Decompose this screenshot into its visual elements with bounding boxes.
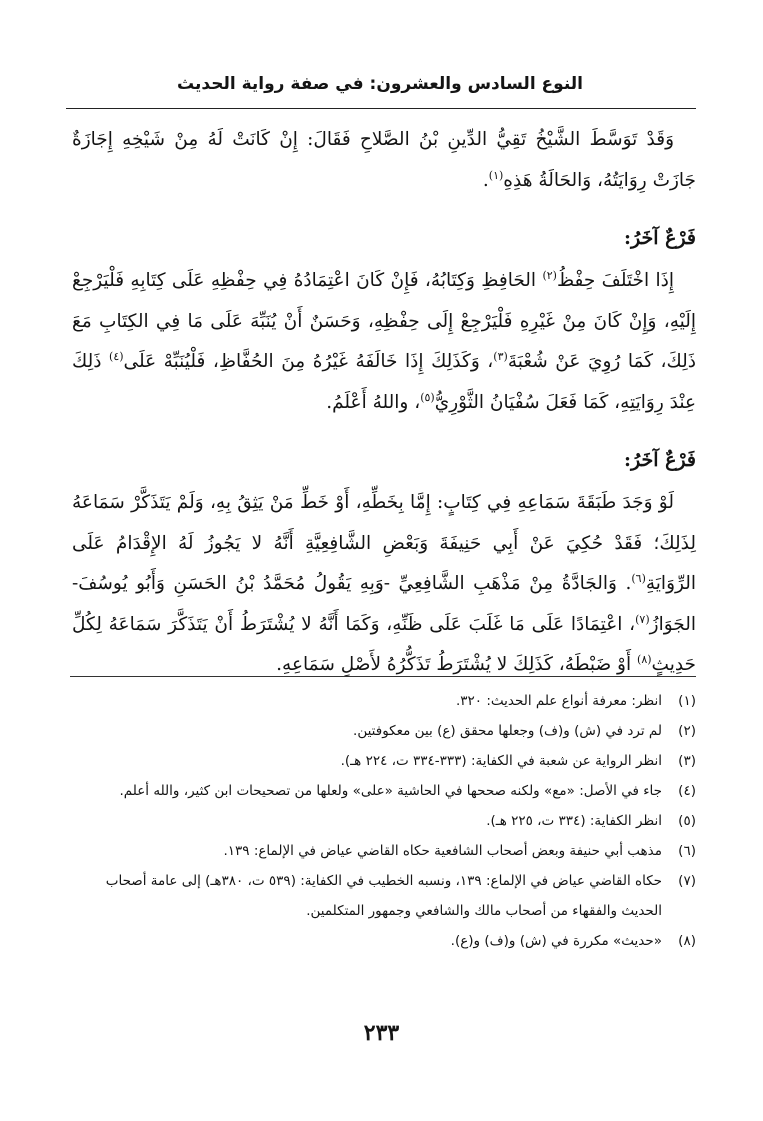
footnote bbox=[72, 776, 696, 806]
running-header: النوع السادس والعشرون: في صفة رواية الحديث bbox=[177, 74, 583, 94]
footnote-number: (٢) bbox=[678, 723, 696, 739]
footnote-number: (٦) bbox=[678, 843, 696, 859]
footnote-text: انظر الكفاية: (٣٣٤ ت، ٢٢٥ هـ). bbox=[486, 813, 662, 829]
footnote bbox=[72, 686, 696, 716]
footnote-number: (٥) bbox=[678, 813, 696, 829]
header-divider bbox=[66, 108, 696, 109]
footnote-ref[interactable]: (٣) bbox=[493, 350, 508, 363]
footnote-text: انظر الرواية عن شعبة في الكفاية: (٣٣٣-٣٣٤ ت، ٢٢٤ هـ). bbox=[340, 753, 662, 769]
footnote bbox=[72, 716, 696, 746]
paragraph-section-1: إِذَا اخْتَلَفَ حِفْظُ$^{(٢)}$ الحَافِظِ وَكِتَابُهُ، فَإِنْ كَانَ اعْتِمَادُهُ فِي حِفْظِهِ عَلَى كِتَابِهِ فَلْيَرْجِعْ إِلَيْهِ، وَإِنْ كَانَ مِنْ غَيْرِهِ فَلْيَرْجِعْ إِلَى حِفْظِهِ، وَحَسَنٌ أَنْ يُنَبِّهَ عَلَى مَا فِي الكِتَابِ مَعَ ذَلِكَ، كَمَا رُوِيَ عَنْ شُعْبَةَ$^{(٣)}$، وَكَذَلِكَ إِذَا خَالَفَهُ غَيْرُهُ مِنَ الحُفَّاظِ، فَلْيُنَبِّهْ عَلَى$^{(٤)}$ ذَلِكَ عِنْدَ رِوَايَتِهِ، كَمَا فَعَلَ سُفْيَانُ الثَّوْرِيُّ$^{(٥)}$، واللهُ أَعْلَمُ. bbox=[72, 269, 696, 413]
footnote bbox=[72, 806, 696, 836]
footnote-ref[interactable]: (٦) bbox=[631, 572, 646, 585]
footnote-text: انظر: معرفة أنواع علم الحديث: ٣٢٠. bbox=[455, 693, 662, 709]
footnote-ref[interactable]: (٧) bbox=[635, 612, 650, 626]
footnote bbox=[72, 866, 696, 926]
footnote-ref[interactable]: (١) bbox=[488, 168, 504, 182]
footnote-number: (٧) bbox=[678, 873, 696, 889]
footnote-text: لم ترد في (ش) و(ف) وجعلها محقق (ع) بين معكوفتين. bbox=[353, 723, 662, 739]
page-number: ٢٣٣ bbox=[363, 1020, 400, 1046]
footnote-number: (٣) bbox=[678, 753, 696, 769]
footnote-ref[interactable]: (٢) bbox=[542, 269, 557, 282]
footnote-text: «حديث» مكررة في (ش) و(ف) و(ع). bbox=[450, 933, 662, 949]
footnote bbox=[72, 746, 696, 776]
paragraph-section-2: لَوْ وَجَدَ طَبَقَةَ سَمَاعِهِ فِي كِتَابٍ: إِمَّا بِخَطِّهِ، أَوْ خَطِّ مَنْ يَثِقُ بِهِ، وَلَمْ يَتَذَكَّرْ سَمَاعَهُ لِذَلِكَ؛ فَقَدْ حُكِيَ عَنْ أَبِي حَنِيفَةَ وَبَعْضِ الشَّافِعِيَّةِ أَنَّهُ لا يَجُوزُ لَهُ الإِقْدَامُ عَلَى الرِّوَايَةِ$^{(٦)}$. وَالجَادَّةُ مِنْ مَذْهَبِ الشَّافِعِيِّ -وَبِهِ يَقُولُ مُحَمَّدُ بْنُ الحَسَنِ وَأَبُو يُوسُفَ- الجَوَازُ$^{(٧)}$، اعْتِمَادًا عَلَى مَا غَلَبَ عَلَى ظَنِّهِ، وَكَمَا أَنَّهُ لا يُشْتَرَطُ أَنْ يَتَذَكَّرَ سَمَاعَهُ لِكُلِّ حَدِيثٍ$^{(٨)}$ أَوْ ضَبْطَهُ، كَذَلِكَ لا يُشْتَرَطُ تَذَكُّرُهُ لأَصْلِ سَمَاعِهِ. bbox=[72, 492, 696, 675]
footnote bbox=[72, 926, 696, 956]
footnote-number: (٤) bbox=[678, 783, 696, 799]
section-heading: فَرْعٌ آخَرُ: bbox=[623, 449, 696, 471]
main-text bbox=[72, 120, 696, 686]
paragraph-intro: وَقَدْ تَوَسَّطَ الشَّيْخُ تَقِيُّ الدِّينِ بْنُ الصَّلاحِ فَقَالَ: إِنْ كَانَتْ لَهُ مِنْ شَيْخِهِ إِجَازَةٌ جَازَتْ رِوَايَتُهُ، وَالحَالَةُ هَذِهِ$^{(١)}$. bbox=[72, 129, 696, 191]
footnote-number: (١) bbox=[678, 693, 696, 709]
footnote-divider bbox=[70, 676, 696, 677]
footnote-text: حكاه القاضي عياض في الإلماع: ١٣٩، ونسبه الخطيب في الكفاية: (٥٣٩ ت، ٣٨٠هـ) إلى عامة أصحاب الحديث والفقهاء من أصحاب مالك والشافعي وجمهور المتكلمين. bbox=[105, 873, 662, 919]
section-heading: فَرْعٌ آخَرُ: bbox=[623, 227, 696, 249]
footnote-ref[interactable]: (٨) bbox=[637, 653, 652, 666]
footnotes bbox=[72, 686, 696, 956]
footnote-text: مذهب أبي حنيفة وبعض أصحاب الشافعية حكاه القاضي عياض في الإلماع: ١٣٩. bbox=[223, 843, 662, 859]
footnote-number: (٨) bbox=[678, 933, 696, 949]
footnote-text: جاء في الأصل: «مع» ولكنه صححها في الحاشية «على» ولعلها من تصحيحات ابن كثير، والله أعلم. bbox=[119, 783, 662, 799]
footnote-ref[interactable]: (٥) bbox=[420, 390, 435, 404]
footnote bbox=[72, 836, 696, 866]
footnote-ref[interactable]: (٤) bbox=[109, 350, 124, 363]
